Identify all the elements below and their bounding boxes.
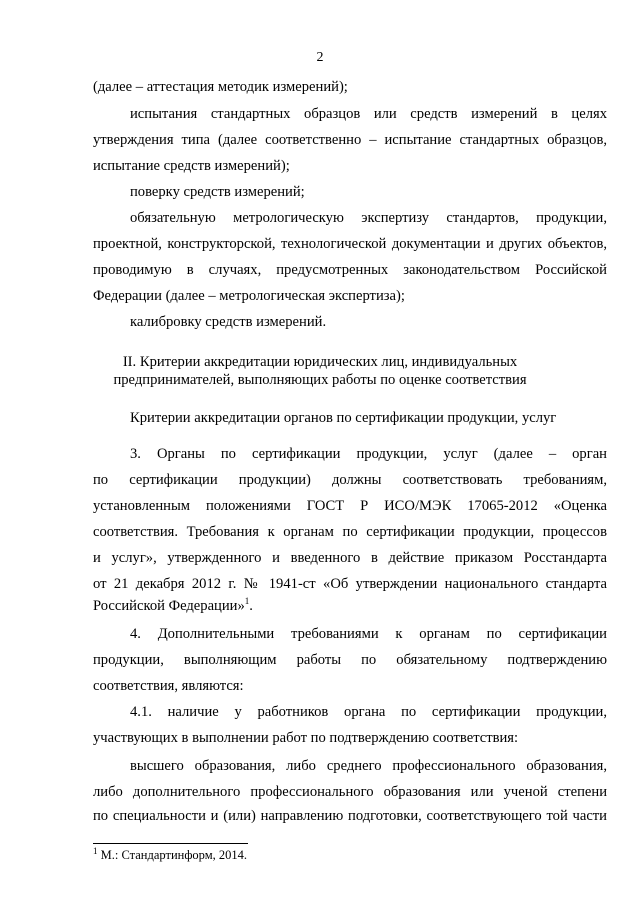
footnote	[93, 845, 248, 863]
text-line: и услуг», утвержденного и введенного в действие приказом Росстандарта	[93, 550, 607, 566]
text-line: по специальности и (или) направлению подготовки, соответствующего той части	[93, 808, 607, 824]
text-line: продукции, выполняющим работы по обязательному подтверждению	[93, 652, 607, 668]
text-line: калибровку средств измерений.	[130, 314, 327, 330]
text-line: испытания стандартных образцов или средств измерений в целях	[130, 106, 607, 122]
text-line: соответствия, являются:	[93, 678, 244, 694]
text-line: участвующих в выполнении работ по подтверждению соответствия:	[93, 730, 519, 746]
footnote-reference: 1	[244, 596, 250, 607]
text-line: проводимую в случаях, предусмотренных законодательством Российской	[93, 262, 607, 278]
period: .	[249, 598, 253, 614]
text-line: проектной, конструкторской, технологической документации и других объектов,	[93, 236, 607, 252]
text-span: Российской Федерации»	[93, 598, 245, 614]
text-line: установленным положениями ГОСТ Р ИСО/МЭК 17065-2012 «Оценка	[93, 498, 607, 514]
subsection-heading: Критерии аккредитации органов по сертификации продукции, услуг	[130, 410, 557, 426]
text-line: (далее – аттестация методик измерений);	[93, 79, 348, 95]
text-line: 4.1. наличие у работников органа по сертификации продукции,	[130, 704, 607, 720]
text-line: высшего образования, либо среднего профессионального образования,	[130, 758, 607, 774]
text-line: соответствия. Требования к органам по сертификации продукции, процессов	[93, 524, 607, 540]
text-line: Федерации (далее – метрологическая экспертиза);	[93, 288, 405, 304]
footnote-text: М.: Стандартинформ, 2014.	[97, 848, 248, 862]
section-heading: предпринимателей, выполняющих работы по оценке соответствия	[113, 372, 527, 388]
text-line: обязательную метрологическую экспертизу стандартов, продукции,	[130, 210, 607, 226]
page-number: 2	[316, 50, 324, 65]
text-line: 3. Органы по сертификации продукции, услуг (далее – орган	[130, 446, 607, 462]
text-line: утверждения типа (далее соответственно – испытание стандартных образцов,	[93, 132, 607, 148]
text-line: 4. Дополнительными требованиями к органам по сертификации	[130, 626, 607, 642]
section-heading: II. Критерии аккредитации юридических лиц, индивидуальных	[122, 354, 518, 370]
footnote-divider	[93, 843, 248, 844]
text-line: от 21 декабря 2012 г. № 1941-ст «Об утверждении национального стандарта	[93, 576, 607, 592]
text-line: либо дополнительного профессионального образования или ученой степени	[93, 784, 607, 800]
text-line: по сертификации продукции) должны соответствовать требованиям,	[93, 472, 607, 488]
text-line: испытание средств измерений);	[93, 158, 290, 174]
text-line: поверку средств измерений;	[130, 184, 305, 200]
text-line	[93, 598, 253, 614]
footnote-marker: 1	[93, 845, 98, 856]
